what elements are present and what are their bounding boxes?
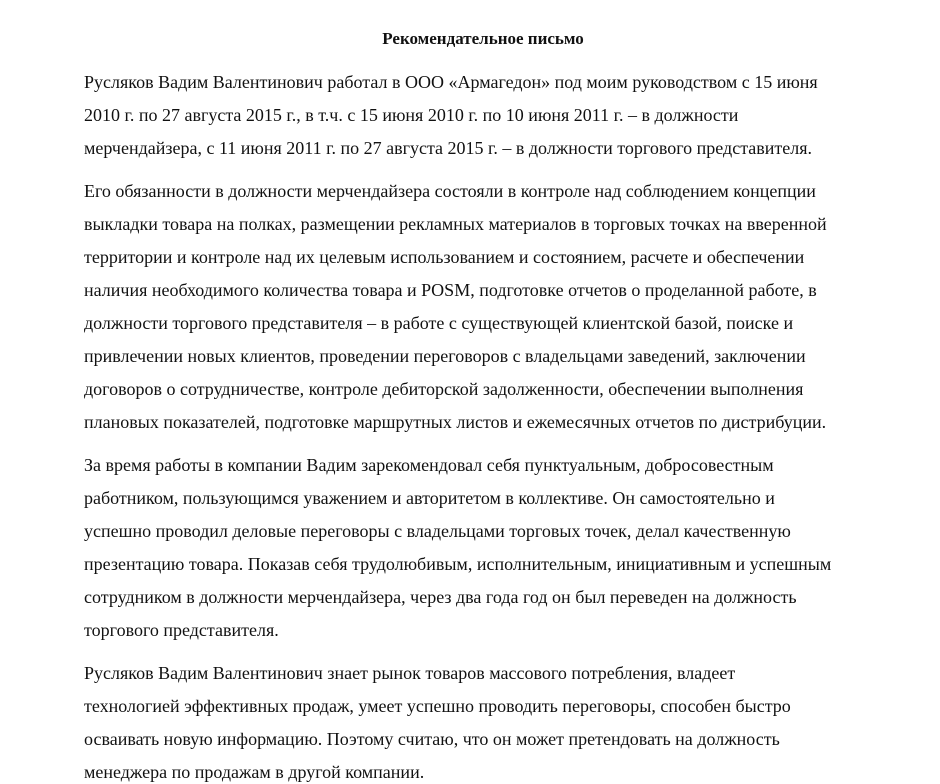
paragraph-3-line: презентацию товара. Показав себя трудолюбивым, исполнительным, инициативным и успешным (84, 554, 832, 574)
paragraph-2-line: плановых показателей, подготовке маршрутных листов и ежемесячных отчетов по дистрибуции. (84, 412, 827, 432)
paragraph-4-line: менеджера по продажам в другой компании. (84, 762, 425, 782)
paragraph-3-line: торгового представителя. (84, 620, 279, 640)
paragraph-2-line: должности торгового представителя – в работе с существующей клиентской базой, поиске и (84, 313, 794, 333)
paragraph-2-line: выкладки товара на полках, размещении рекламных материалов в торговых точках на вверенной (84, 214, 827, 234)
paragraph-4-line: Русляков Вадим Валентинович знает рынок товаров массового потребления, владеет (84, 663, 736, 683)
paragraph-4-line: технологией эффективных продаж, умеет успешно проводить переговоры, способен быстро (84, 696, 791, 716)
paragraph-3-line: успешно проводил деловые переговоры с владельцами торговых точек, делал качественную (84, 521, 791, 541)
document-title: Рекомендательное письмо (382, 29, 584, 48)
paragraph-2-line: территории и контроле над их целевым использованием и состоянием, расчете и обеспечении (84, 247, 805, 267)
paragraph-3-line: За время работы в компании Вадим зарекомендовал себя пунктуальным, добросовестным (84, 455, 774, 475)
paragraph-2-line: договоров о сотрудничестве, контроле дебиторской задолженности, обеспечении выполнения (84, 379, 804, 399)
paragraph-1-line: мерчендайзера, с 11 июня 2011 г. по 27 августа 2015 г. – в должности торгового представителя. (84, 138, 813, 158)
paragraph-1-line: 2010 г. по 27 августа 2015 г., в т.ч. с 15 июня 2010 г. по 10 июня 2011 г. – в должности (84, 105, 739, 125)
paragraph-3-line: работником, пользующимся уважением и авторитетом в коллективе. Он самостоятельно и (84, 488, 775, 508)
paragraph-4-line: осваивать новую информацию. Поэтому считаю, что он может претендовать на должность (84, 729, 780, 749)
paragraph-2-line: привлечении новых клиентов, проведении переговоров с владельцами заведений, заключении (84, 346, 806, 366)
paragraph-3-line: сотрудником в должности мерчендайзера, через два года год он был переведен на должность (84, 587, 797, 607)
paragraph-2-line: наличия необходимого количества товара и POSM, подготовке отчетов о проделанной работе, в (84, 280, 817, 300)
paragraph-1-line: Русляков Вадим Валентинович работал в ООО «Армагедон» под моим руководством с 15 июня (84, 72, 818, 92)
paragraph-2-line: Его обязанности в должности мерчендайзера состояли в контроле над соблюдением концепции (84, 181, 816, 201)
